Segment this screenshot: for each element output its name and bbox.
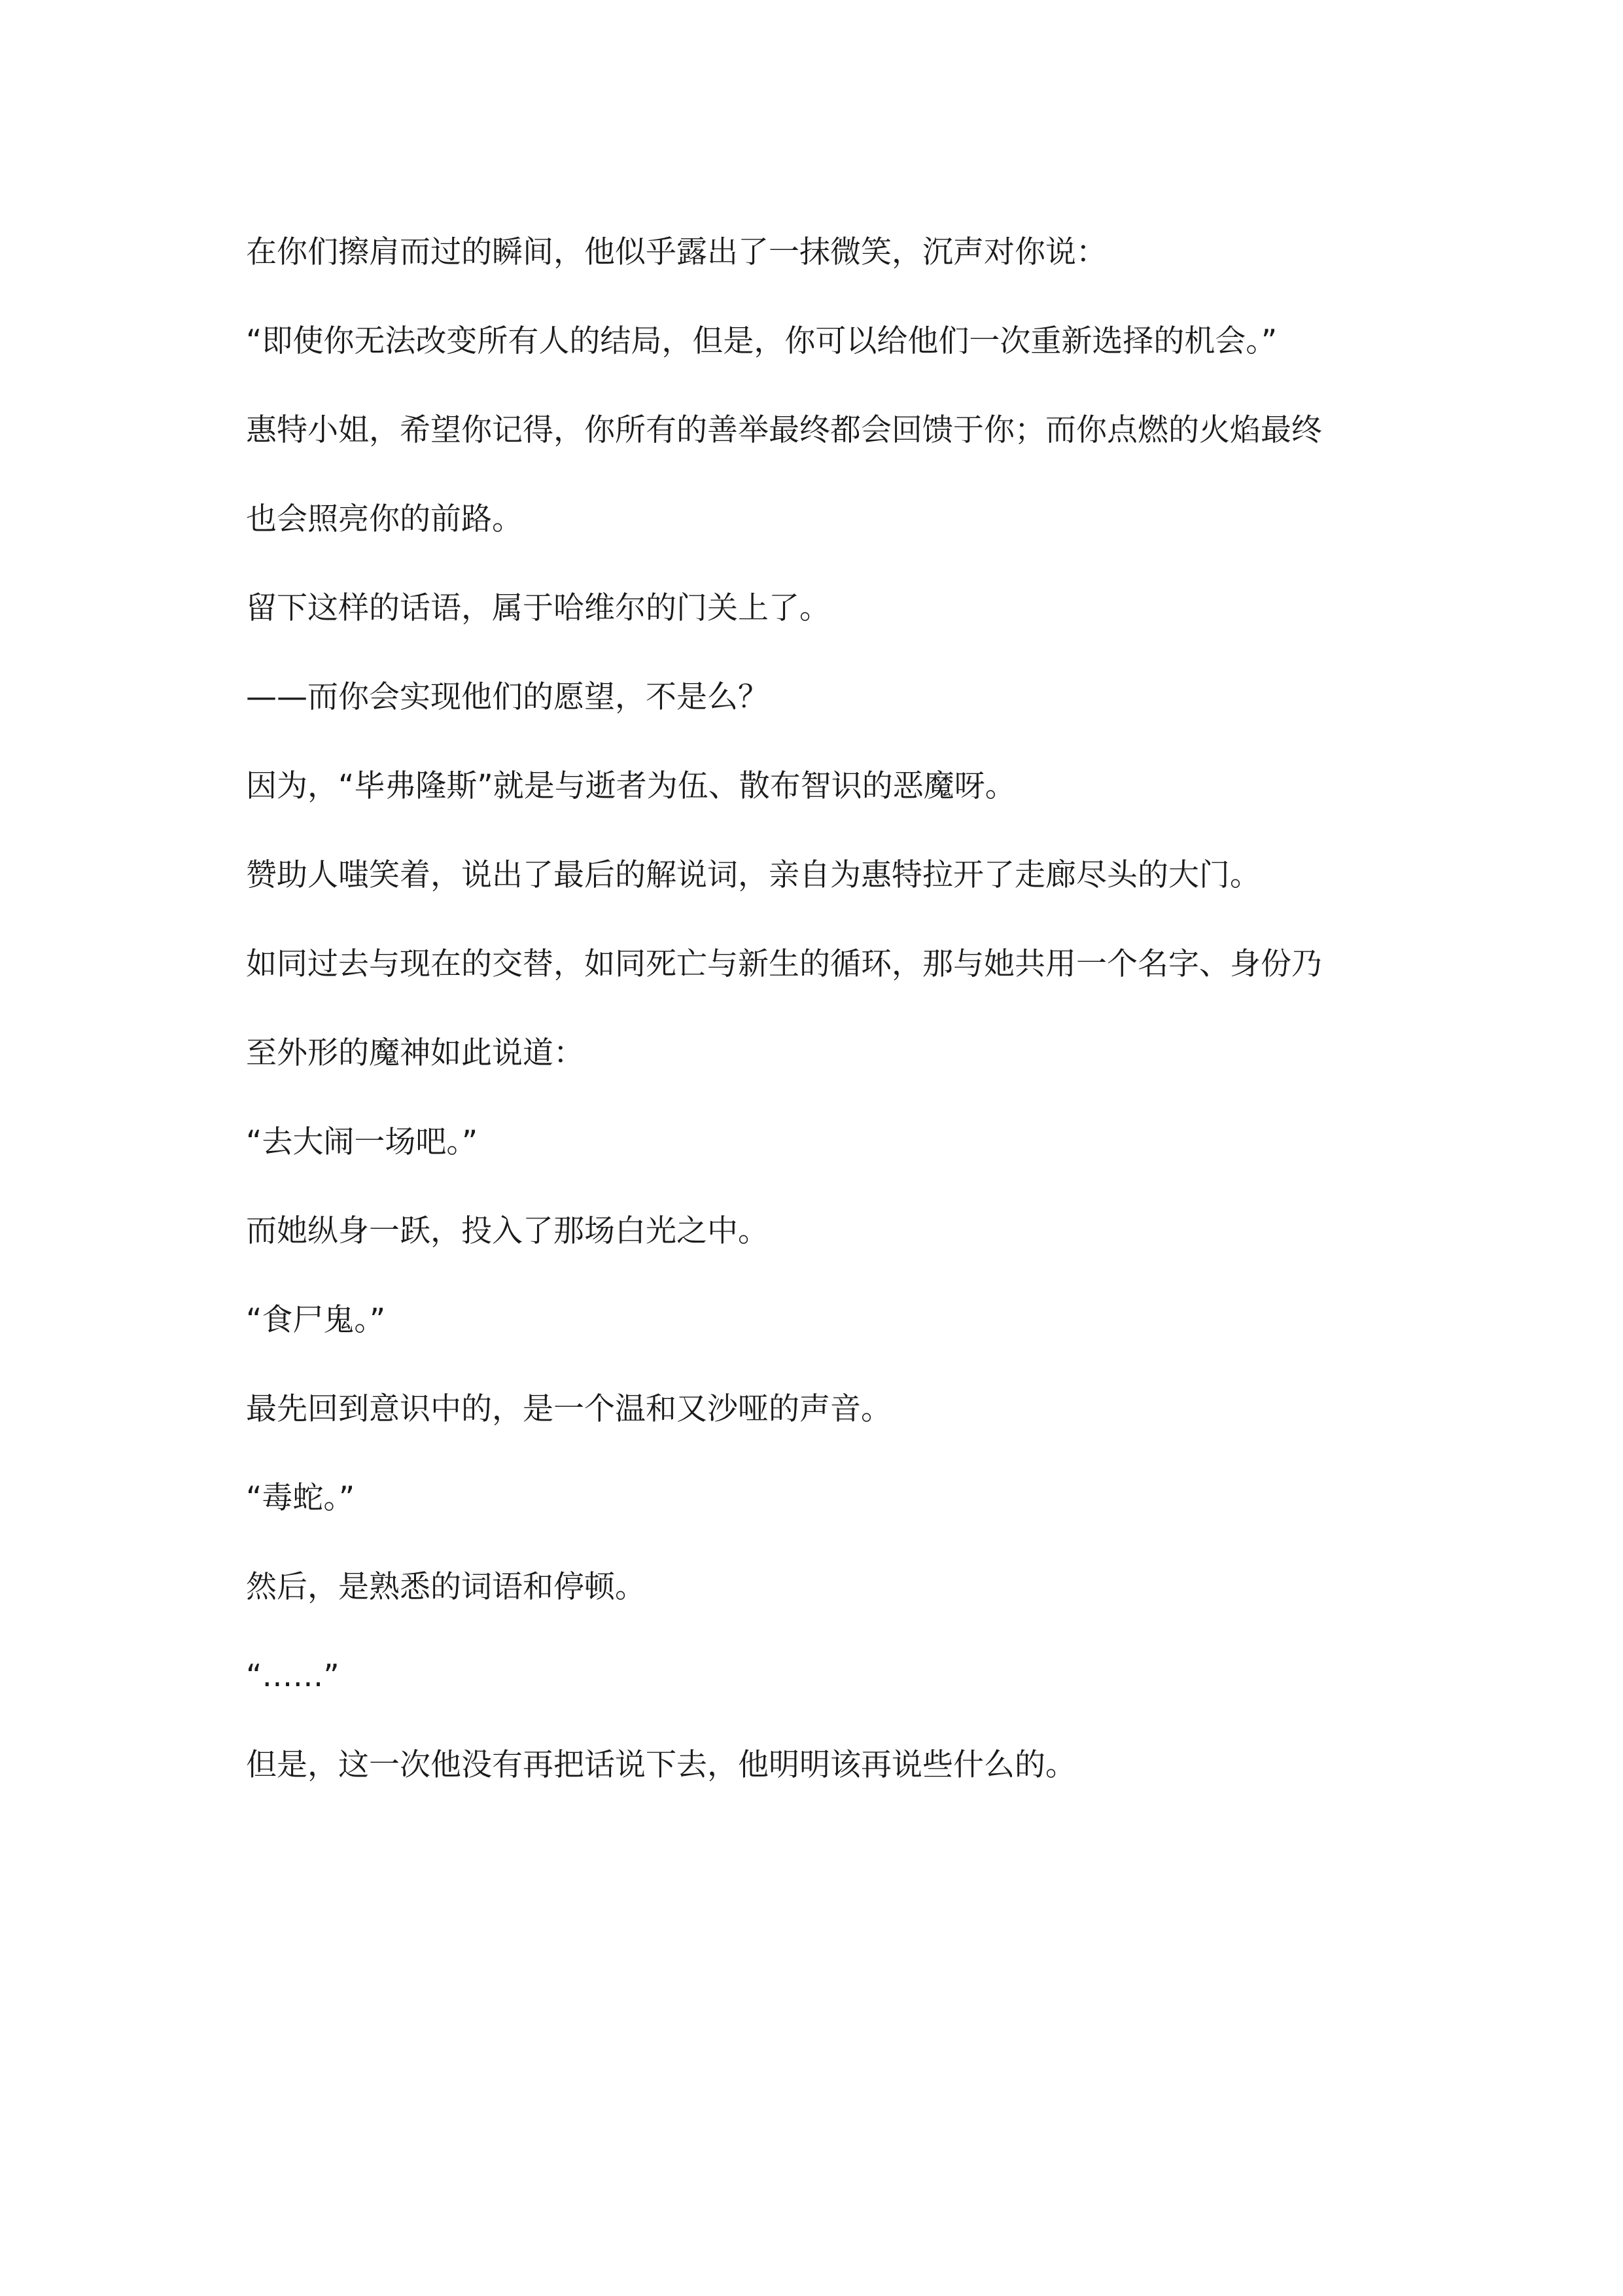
paragraph-line: 在你们擦肩而过的瞬间，他似乎露出了一抹微笑，沉声对你说：: [246, 234, 1107, 270]
paragraph-line: “即使你无法改变所有人的结局，但是，你可以给他们一次重新选择的机会。”: [246, 323, 1278, 359]
paragraph-line: “食尸鬼。”: [246, 1302, 386, 1338]
paragraph-line: 惠特小姐，希望你记得，你所有的善举最终都会回馈于你；而你点燃的火焰最终: [246, 412, 1322, 448]
paragraph-line: 如同过去与现在的交替，如同死亡与新生的循环，那与她共用一个名字、身份乃: [246, 946, 1322, 982]
paragraph-line: “……”: [246, 1658, 340, 1694]
paragraph-line: 留下这样的话语，属于哈维尔的门关上了。: [246, 590, 830, 626]
paragraph-line: 但是，这一次他没有再把话说下去，他明明该再说些什么的。: [246, 1747, 1076, 1783]
paragraph-line: 最先回到意识中的，是一个温和又沙哑的声音。: [246, 1391, 892, 1427]
paragraph-line: 因为，“毕弗隆斯”就是与逝者为伍、散布智识的恶魔呀。: [246, 768, 1016, 804]
paragraph-line: 至外形的魔神如此说道：: [246, 1035, 584, 1071]
paragraph-line: “去大闹一场吧。”: [246, 1124, 478, 1160]
paragraph-line: ——而你会实现他们的愿望，不是么？: [246, 679, 769, 715]
body-text: [246, 208, 1410, 1810]
paragraph-line: 然后，是熟悉的词语和停顿。: [246, 1569, 646, 1605]
paragraph-line: 赞助人嗤笑着，说出了最后的解说词，亲自为惠特拉开了走廊尽头的大门。: [246, 857, 1261, 893]
paragraph-line: “毒蛇。”: [246, 1480, 355, 1516]
paragraph-line: 而她纵身一跃，投入了那场白光之中。: [246, 1213, 769, 1249]
paragraph-line: 也会照亮你的前路。: [246, 501, 523, 537]
